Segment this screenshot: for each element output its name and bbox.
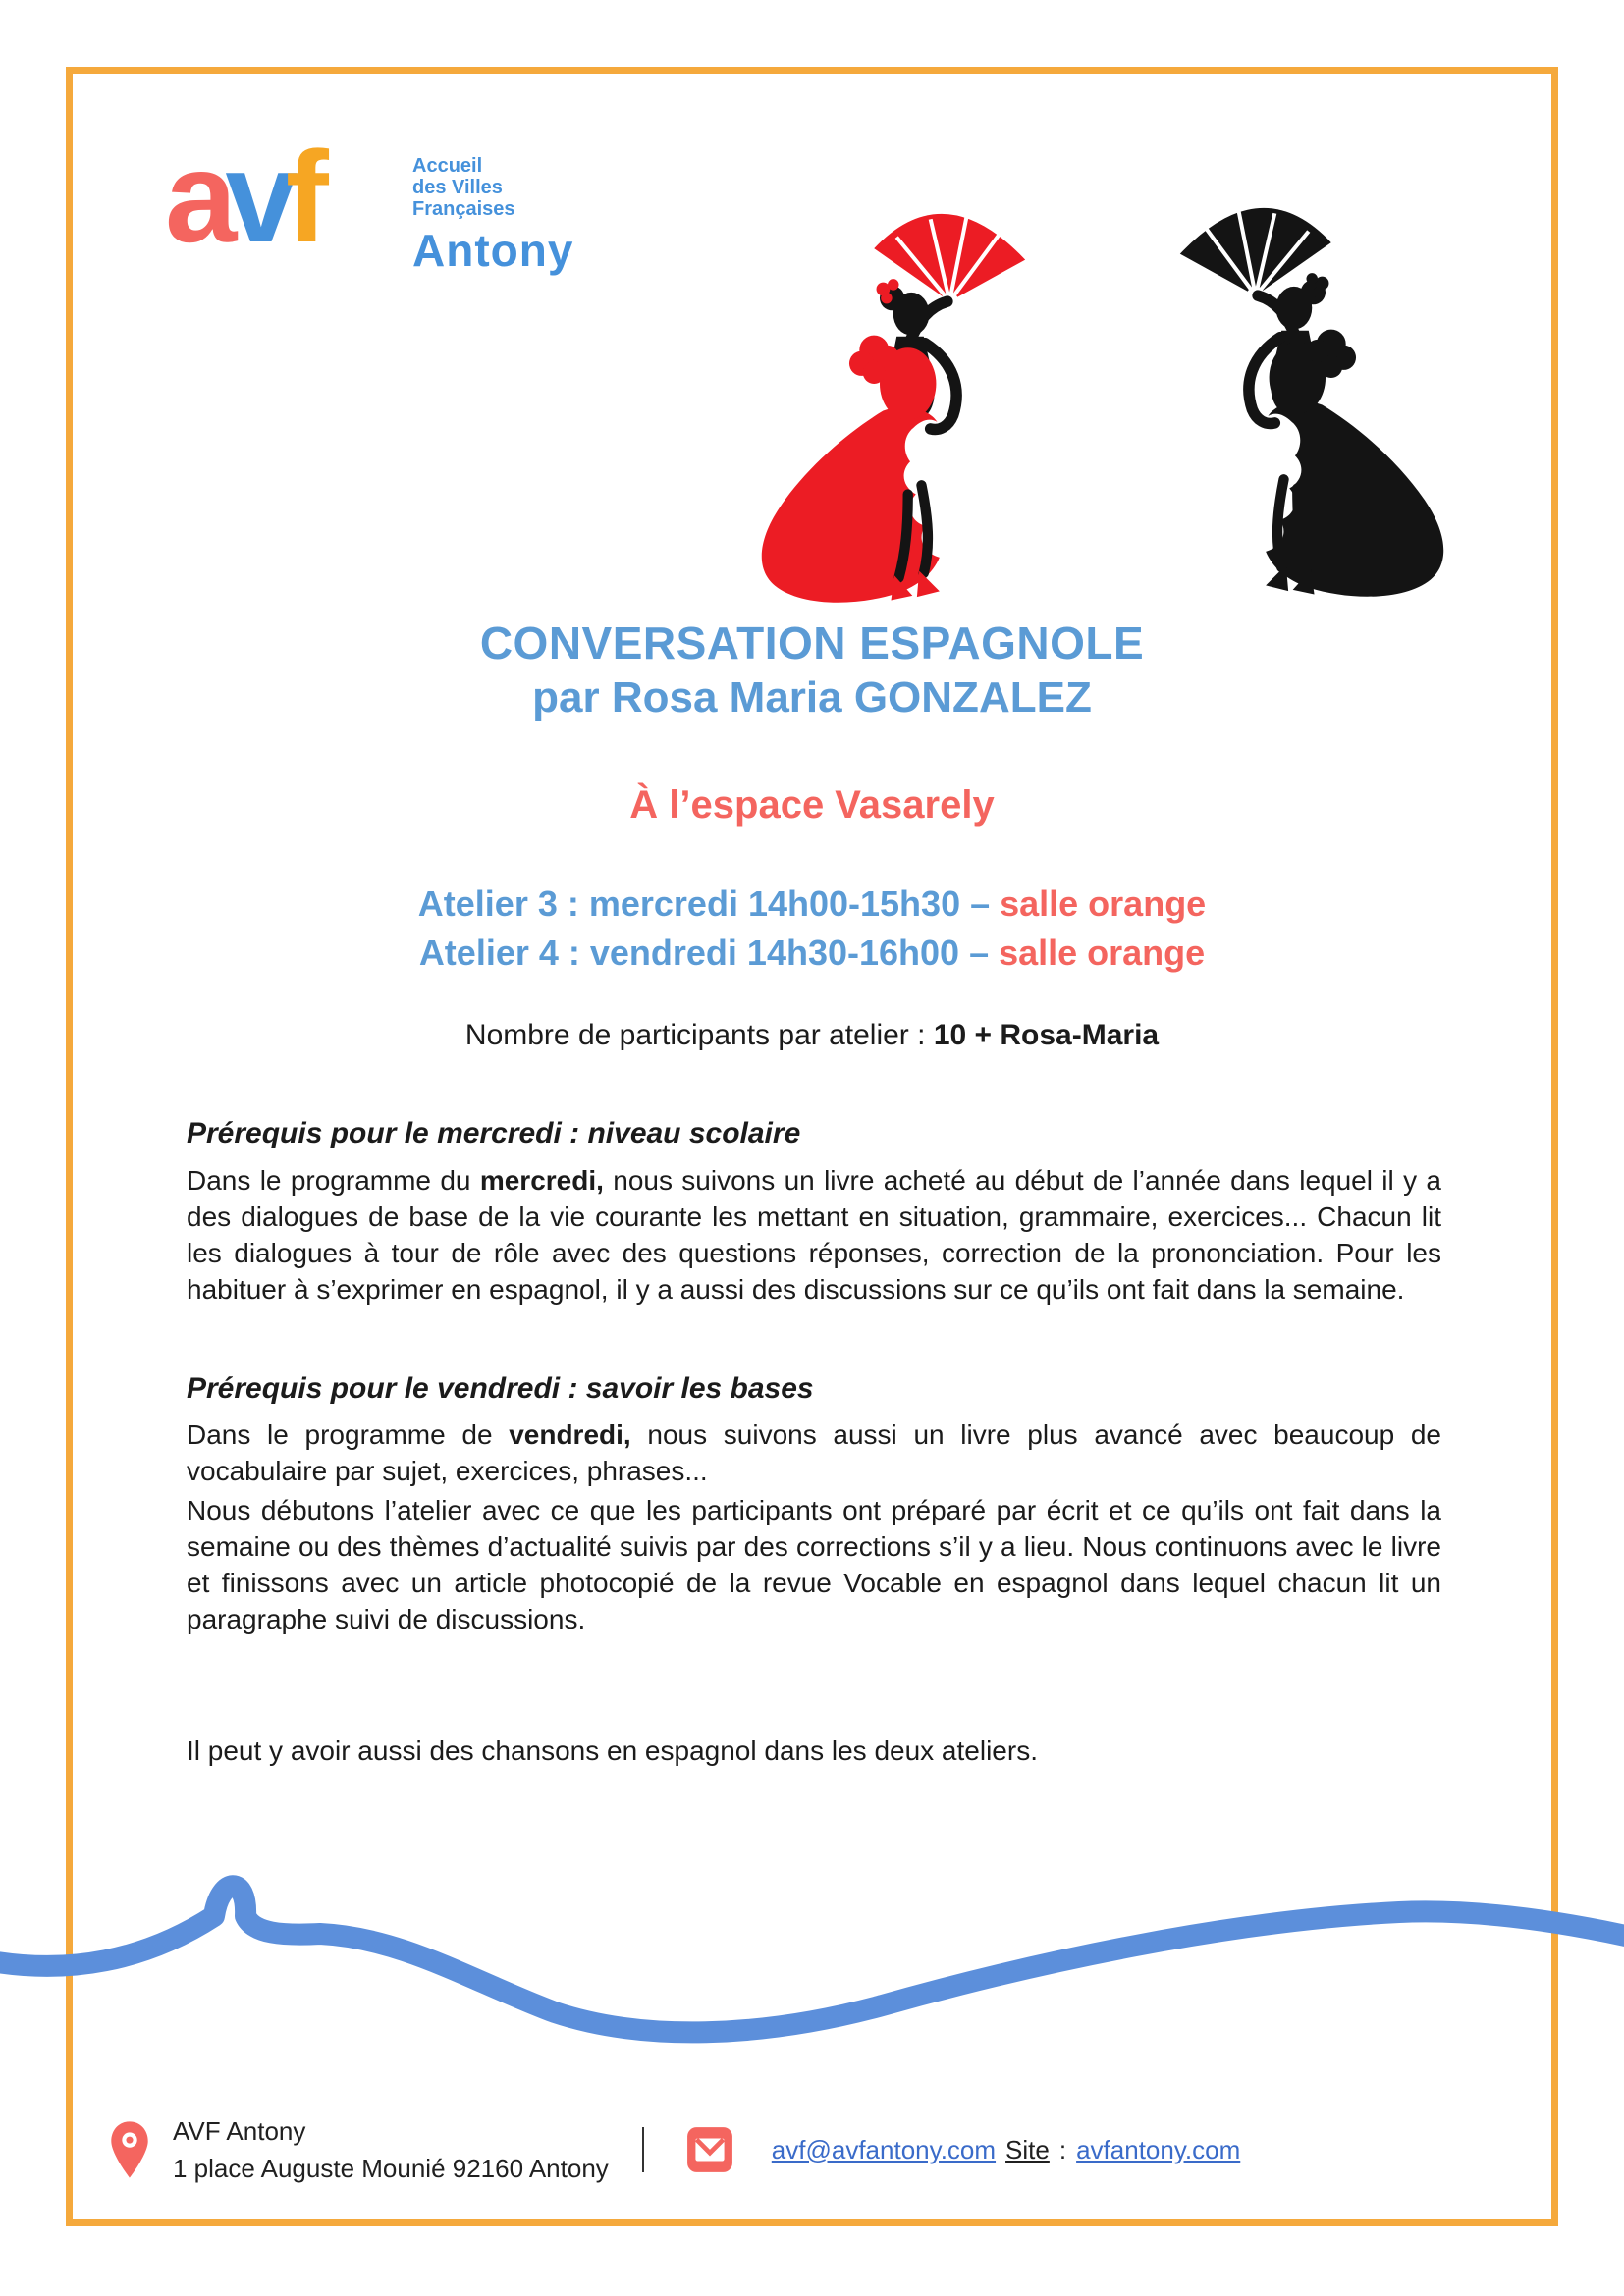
inline-bold-vendredi: vendredi, — [509, 1419, 631, 1450]
footer-org-name: AVF Antony — [173, 2116, 306, 2146]
footer-divider — [642, 2127, 644, 2172]
wave-decoration — [0, 1834, 1624, 2099]
page-subtitle: par Rosa Maria GONZALEZ — [532, 673, 1092, 721]
schedule-line-atelier-3: Atelier 3 : mercredi 14h00-15h30 – salle orange — [417, 883, 1207, 924]
flamenco-dancer-black-illustration — [1114, 188, 1476, 606]
participants-count: 10 + Rosa-Maria — [933, 1019, 1160, 1051]
inline-bold-mercredi: mercredi, — [479, 1165, 604, 1196]
logo-letter-f: f — [285, 125, 317, 269]
location-pin-icon — [108, 2119, 151, 2180]
schedule-block — [0, 880, 1624, 978]
section-heading-vendredi: Prérequis pour le vendredi : savoir les bases — [187, 1372, 814, 1405]
logo-letter-v: v — [225, 125, 286, 269]
footer-address-block — [173, 2112, 609, 2187]
section-heading-mercredi: Prérequis pour le mercredi : niveau scolaire — [187, 1117, 801, 1149]
email-envelope-icon — [685, 2125, 734, 2174]
logo-letter-a: a — [165, 125, 226, 269]
avf-logo-letters — [165, 126, 317, 268]
venue-line: À l’espace Vasarely — [629, 783, 995, 827]
site-link[interactable]: avfantony.com — [1076, 2134, 1241, 2164]
page-title: CONVERSATION ESPAGNOLE — [479, 617, 1145, 668]
schedule-line-atelier-4: Atelier 4 : vendredi 14h30-16h00 – salle orange — [418, 933, 1206, 973]
site-label: Site — [1005, 2134, 1050, 2164]
footer-links: avf@avfantony.com Site : avfantony.com — [771, 2134, 1241, 2164]
section-body-mercredi: Dans le programme du mercredi, nous suivons un livre acheté au début de l’année dans lequel il y a des dialogues de base de la vie courante les mettant en situation, grammaire, exercices... Chacun lit les dialogues à tour de rôle avec des questions réponses, correction de la prononciation. Pour les habituer à s’exprimer en espagnol, il y a aussi des discussions sur ce qu’ils ont fait dans la semaine. — [187, 1165, 1441, 1305]
footer — [108, 2112, 1240, 2187]
logo-city: Antony — [412, 225, 574, 276]
schedule-room-highlight: salle orange — [1000, 883, 1207, 924]
closing-note: Il peut y avoir aussi des chansons en espagnol dans les deux ateliers. — [187, 1735, 1038, 1766]
schedule-room-highlight: salle orange — [999, 933, 1206, 973]
logo-tagline: Accueil des Villes Françaises — [412, 155, 515, 220]
email-link[interactable]: avf@avfantony.com — [771, 2134, 997, 2164]
footer-street-address: 1 place Auguste Mounié 92160 Antony — [173, 2154, 609, 2183]
section-body-vendredi: Dans le programme de vendredi, nous suivons aussi un livre plus avancé avec beaucoup de vocabulaire par sujet, exercices, phrases... — [187, 1419, 1441, 1486]
participants-line: Nombre de participants par atelier : 10 + Rosa-Maria — [464, 1019, 1160, 1051]
flamenco-dancer-red-illustration — [738, 194, 1082, 612]
section-body-vendredi-2: Nous débutons l’atelier avec ce que les participants ont préparé par écrit et ce qu’ils ont fait dans la semaine ou des thèmes d’actualité suivis par des corrections s’il y a lieu. Nous continuons avec le livre et finissons avec un article photocopié de la revue Vocable en espagnol dans lequel chacun lit un paragraphe suivi de discussions. — [187, 1495, 1441, 1634]
